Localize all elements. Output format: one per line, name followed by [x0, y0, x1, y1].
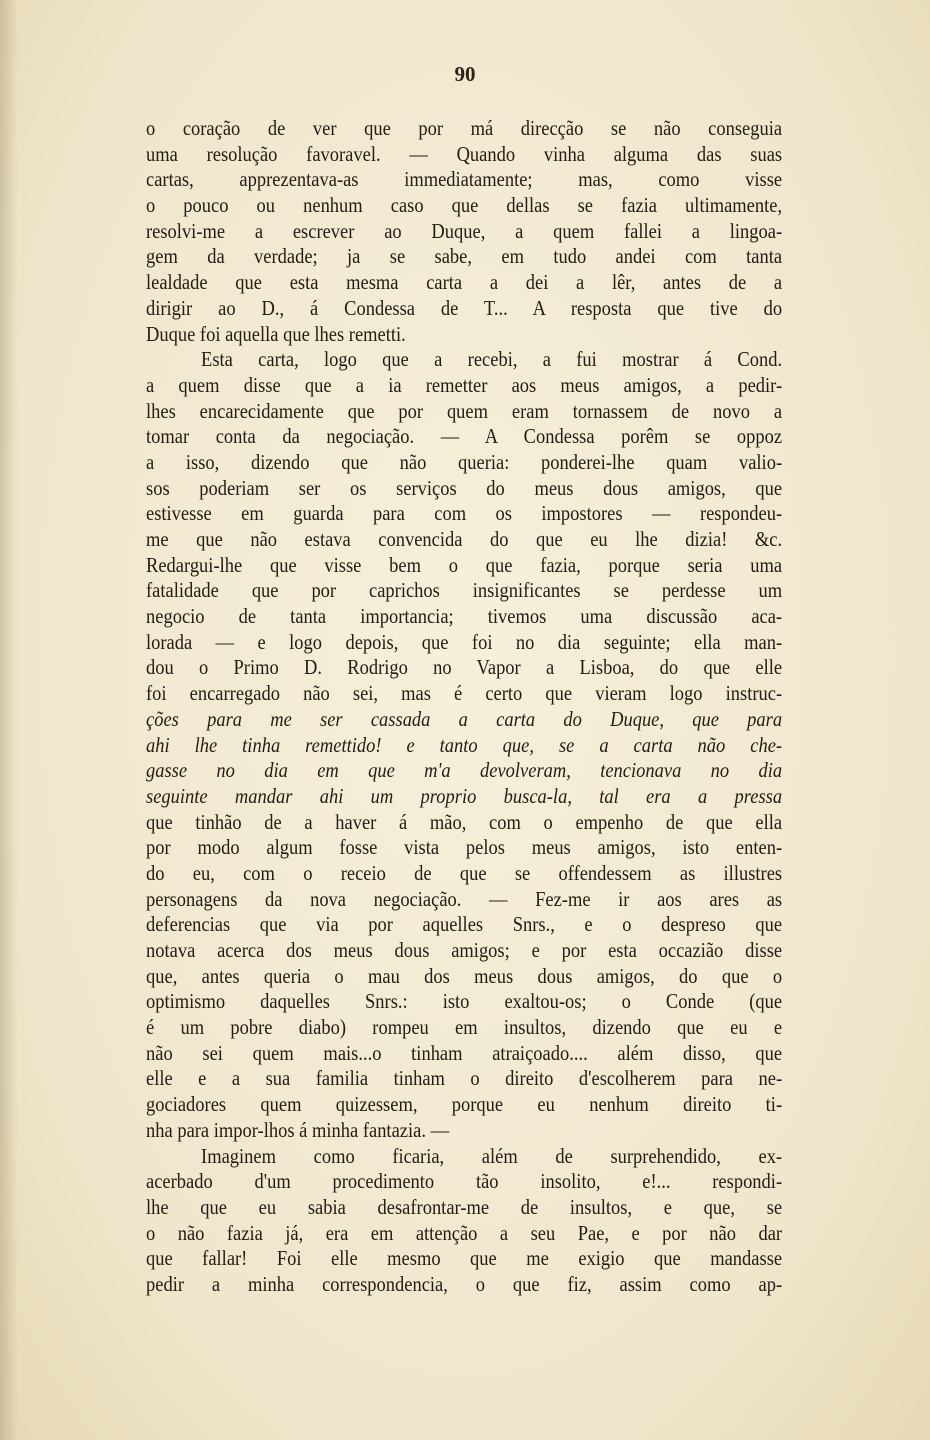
- text-line: sos poderiam ser os serviços do meus dous amigos, que: [146, 475, 783, 500]
- text-line: Duque foi aquella que lhes remetti.: [146, 321, 406, 346]
- text-line: optimismo daquelles Snrs.: isto exaltou-os; o Conde (que: [146, 989, 783, 1014]
- text-line: foi encarregado não sei, mas é certo que vieram logo instruc-: [146, 681, 783, 706]
- text-line: uma resolução favoravel. — Quando vinha alguma das suas: [146, 141, 783, 166]
- text-line: Redargui-lhe que visse bem o que fazia, porque seria uma: [146, 552, 783, 577]
- text-line: seguinte mandar ahi um proprio busca-la, tal era a pressa: [146, 783, 783, 808]
- text-line: que, antes queria o mau dos meus dous amigos, do que o: [146, 963, 783, 988]
- text-line: o pouco ou nenhum caso que dellas se fazia ultimamente,: [146, 193, 783, 218]
- text-line: me que não estava convencida do que eu lhe dizia! &c.: [146, 527, 783, 551]
- text-line: não sei quem mais...o tinham atraiçoado.... além disso, que: [146, 1040, 783, 1065]
- text-line: dou o Primo D. Rodrigo no Vapor a Lisboa, do que elle: [146, 655, 783, 680]
- text-line: resolvi-me a escrever ao Duque, a quem fallei a lingoa-: [146, 218, 783, 243]
- text-line: o coração de ver que por má direcção se não conseguia: [146, 116, 783, 140]
- text-line: cartas, apprezentava-as immediatamente; mas, como visse: [146, 167, 783, 192]
- text-line: a quem disse que a ia remetter aos meus amigos, a pedir-: [146, 372, 783, 397]
- text-line: ahi lhe tinha remettido! e tanto que, se a carta não che-: [146, 732, 783, 757]
- text-line: o não fazia já, era em attenção a seu Pae, e por não dar: [146, 1220, 783, 1245]
- text-line: a isso, dizendo que não queria: ponderei-lhe quam valio-: [146, 449, 783, 474]
- text-line: gasse no dia em que m'a devolveram, tencionava no dia: [146, 758, 783, 783]
- text-line: que fallar! Foi elle mesmo que me exigio que mandasse: [146, 1246, 783, 1271]
- text-line: notava acerca dos meus dous amigos; e por esta occazião disse: [146, 938, 783, 962]
- text-line: estivesse em guarda para com os impostores — respondeu-: [146, 501, 783, 526]
- text-line: lorada — e logo depois, que foi no dia seguinte; ella man-: [146, 629, 783, 654]
- text-line: Imaginem como ficaria, além de surprehendido, ex-: [201, 1143, 783, 1168]
- text-line: é um pobre diabo) rompeu em insultos, dizendo que eu e: [146, 1015, 783, 1040]
- page-number: 90: [454, 62, 476, 86]
- text-line: ções para me ser cassada a carta do Duque, que para: [146, 706, 783, 731]
- text-line: lhe que eu sabia desafrontar-me de insultos, e que, se: [146, 1194, 783, 1219]
- text-line: personagens da nova negociação. — Fez-me ir aos ares as: [146, 886, 783, 911]
- text-line: Esta carta, logo que a recebi, a fui mostrar á Cond.: [201, 347, 783, 372]
- text-line: dirigir ao D., á Condessa de T... A resposta que tive do: [146, 295, 783, 320]
- page-edge-shadow: [0, 0, 18, 1440]
- text-line: tomar conta da negociação. — A Condessa porêm se oppoz: [146, 424, 783, 449]
- text-line: acerbado d'um procedimento tão insolito, e!... respondi-: [146, 1169, 783, 1194]
- text-line: nha para impor-lhos á minha fantazia. —: [146, 1117, 450, 1142]
- body-text: [146, 116, 782, 1298]
- text-line: lhes encarecidamente que por quem eram tornassem de novo a: [146, 398, 783, 423]
- text-line: deferencias que via por aquelles Snrs., e o despreso que: [146, 912, 783, 937]
- text-line: gem da verdade; ja se sabe, em tudo andei com tanta: [146, 244, 783, 269]
- text-line: por modo algum fosse vista pelos meus amigos, isto enten-: [146, 835, 783, 860]
- text-line: do eu, com o receio de que se offendessem as illustres: [146, 860, 783, 885]
- text-line: gociadores quem quizessem, porque eu nenhum direito ti-: [146, 1092, 783, 1117]
- text-line: lealdade que esta mesma carta a dei a lêr, antes de a: [146, 270, 783, 295]
- text-line: fatalidade que por caprichos insignificantes se perdesse um: [146, 578, 783, 603]
- text-line: pedir a minha correspondencia, o que fiz, assim como ap-: [146, 1271, 783, 1296]
- text-line: que tinhão de a haver á mão, com o empenho de que ella: [146, 809, 783, 834]
- text-line: elle e a sua familia tinham o direito d'escolherem para ne-: [146, 1066, 783, 1091]
- text-line: negocio de tanta importancia; tivemos uma discussão aca-: [146, 604, 783, 629]
